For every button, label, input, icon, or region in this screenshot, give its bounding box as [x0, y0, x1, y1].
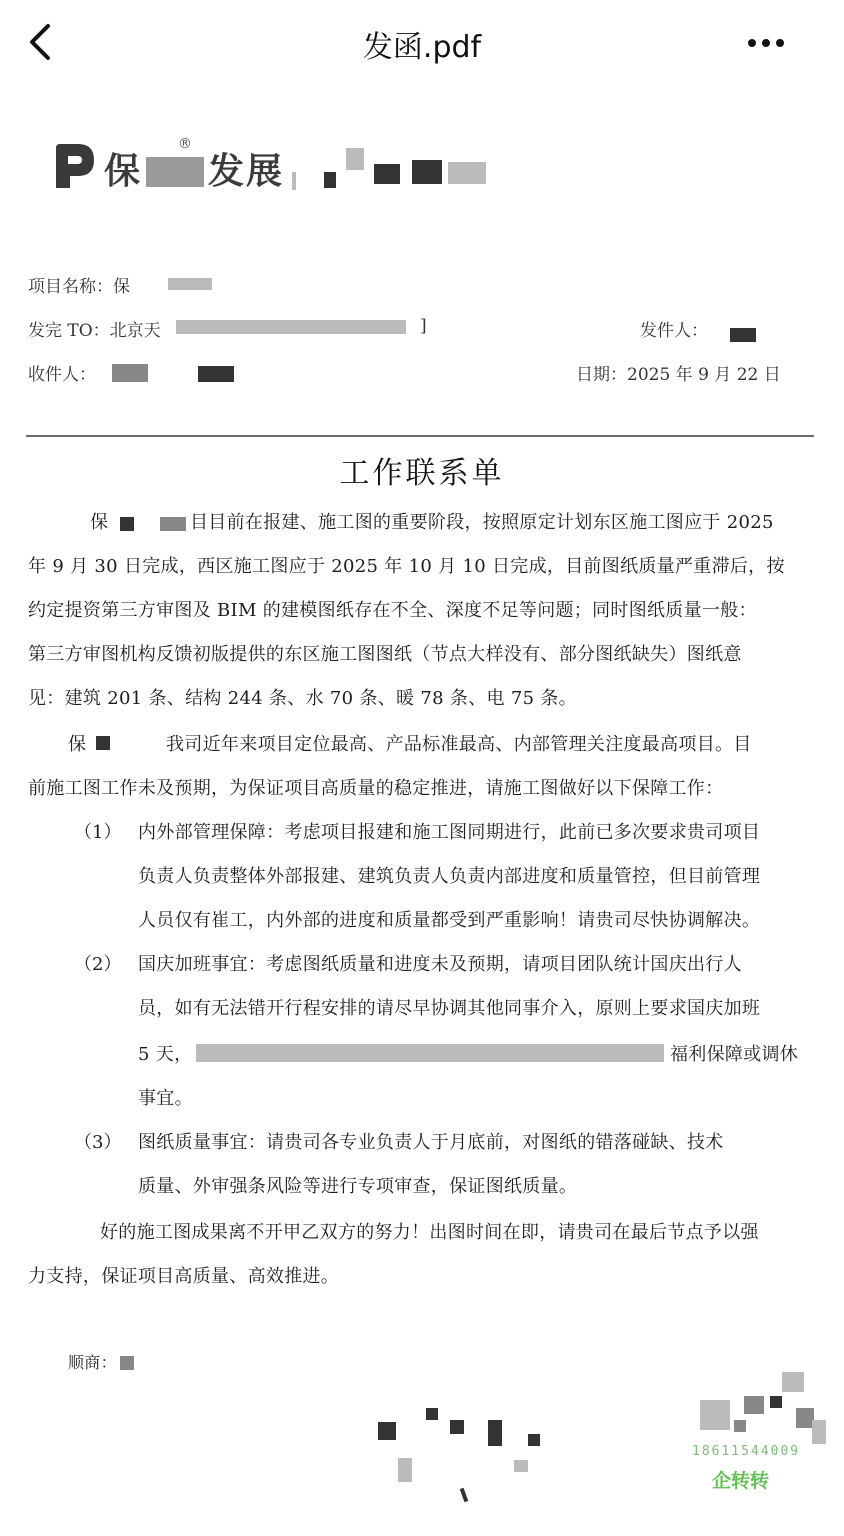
redacted-block — [450, 1420, 464, 1434]
date-label: 日期：2025 年 9 月 22 日 — [576, 365, 781, 385]
registered-mark: ® — [178, 136, 192, 152]
top-app-bar — [0, 0, 844, 84]
redacted-block — [374, 164, 400, 184]
redacted-block — [96, 736, 110, 750]
paragraph-line: 前施工图工作未及预期，为保证项目高质量的稳定推进，请施工图做好以下保障工作： — [28, 778, 724, 799]
redacted-block — [412, 160, 442, 184]
redacted-block — [734, 1420, 746, 1432]
redacted-block — [324, 172, 336, 188]
document-heading: 工作联系单 — [339, 456, 505, 491]
redacted-block — [514, 1460, 528, 1472]
paragraph-line: 第三方审图机构反馈初版提供的东区施工图图纸（节点大样没有、部分图纸缺失）图纸意 — [28, 644, 742, 665]
item-line: 福利保障或调休 — [670, 1044, 799, 1065]
paragraph-line: 见：建筑 201 条、结构 244 条、水 70 条、暖 78 条、电 75 条。 — [28, 688, 577, 709]
redacted-block — [196, 1044, 664, 1062]
redacted-block — [426, 1408, 438, 1420]
send-to-label: 发完 TO：北京天 — [28, 321, 161, 341]
redacted-block — [346, 148, 364, 170]
paragraph-line: 约定提资第三方审图及 BIM 的建模图纸存在不全、深度不足等问题；同时图纸质量一般： — [28, 600, 757, 621]
item-line: 质量、外审强条风险等进行专项审查，保证图纸质量。 — [138, 1176, 578, 1197]
item-line: 员，如有无法错开行程安排的请尽早协调其他同事介入，原则上要求国庆加班 — [138, 998, 761, 1019]
item-line: 图纸质量事宜：请贵司各专业负责人于月底前，对图纸的错落碰缺、技术 — [138, 1132, 724, 1153]
item-number: （3） — [74, 1132, 122, 1153]
redacted-block — [460, 1488, 469, 1503]
redacted-block — [378, 1422, 396, 1440]
redacted-block — [398, 1458, 412, 1482]
redacted-block — [112, 364, 148, 382]
redacted-block — [292, 172, 296, 190]
redacted-block — [448, 162, 486, 184]
redacted-block — [730, 328, 756, 342]
more-horizontal-icon — [740, 26, 796, 60]
item-line: 国庆加班事宜：考虑图纸质量和进度未及预期，请项目团队统计国庆出行人 — [138, 954, 742, 975]
closing-line: 力支持，保证项目高质量、高效推进。 — [28, 1266, 340, 1287]
watermark-phone: 18611544009 — [692, 1444, 801, 1459]
paragraph-line: 保 — [68, 734, 87, 755]
redacted-block — [176, 320, 406, 334]
redacted-block — [198, 366, 234, 382]
redacted-block — [812, 1420, 826, 1444]
item-line: 事宜。 — [138, 1088, 193, 1109]
paragraph-line: 年 9 月 30 日完成，西区施工图应于 2025 年 10 月 10 日完成，目前图纸质量严重滞后，按 — [28, 556, 785, 577]
item-line: 内外部管理保障：考虑项目报建和施工图同期进行，此前已多次要求贵司项目 — [138, 822, 761, 843]
redacted-block — [168, 278, 212, 290]
redacted-block — [120, 1356, 134, 1370]
redacted-block — [120, 517, 134, 531]
paragraph-line: 保 — [90, 512, 109, 533]
item-line: 负责人负责整体外部报建、建筑负责人负责内部进度和质量管控，但目前管理 — [138, 866, 761, 887]
signature-label: 顺商： — [68, 1353, 117, 1372]
redacted-block — [770, 1396, 782, 1408]
redacted-block — [782, 1372, 804, 1392]
project-name-label: 项目名称：保 — [28, 277, 130, 297]
item-line: 5 天， — [138, 1044, 193, 1065]
item-line: 人员仅有崔工，内外部的进度和质量都受到严重影响！请贵司尽快协调解决。 — [138, 910, 761, 931]
recipient-label: 收件人： — [28, 365, 96, 385]
redacted-block — [488, 1420, 502, 1446]
sender-label: 发件人： — [640, 321, 708, 341]
item-number: （2） — [74, 954, 122, 975]
item-number: （1） — [74, 822, 122, 843]
redacted-block — [700, 1400, 730, 1430]
document-title: 发函.pdf — [362, 30, 482, 65]
company-name — [104, 143, 284, 194]
watermark-brand: 企转转 — [712, 1470, 770, 1492]
company-name-part1: 保 — [104, 151, 143, 192]
divider — [26, 435, 814, 437]
redacted-block — [160, 517, 186, 531]
more-options-button[interactable] — [740, 26, 796, 60]
paragraph-line: 目目前在报建、施工图的重要阶段，按照原定计划东区施工图应于 2025 — [190, 512, 774, 533]
paragraph-line: 我司近年来项目定位最高、产品标准最高、内部管理关注度最高项目。目 — [166, 734, 752, 755]
company-logo-icon — [50, 140, 98, 190]
closing-line: 好的施工图成果离不开甲乙双方的努力！出图时间在即，请贵司在最后节点予以强 — [100, 1222, 759, 1243]
redacted-block — [528, 1434, 540, 1446]
redacted-block — [146, 157, 204, 187]
send-to-bracket: ] — [420, 316, 427, 336]
company-name-part2: 发展 — [208, 151, 285, 192]
redacted-block — [744, 1396, 764, 1414]
